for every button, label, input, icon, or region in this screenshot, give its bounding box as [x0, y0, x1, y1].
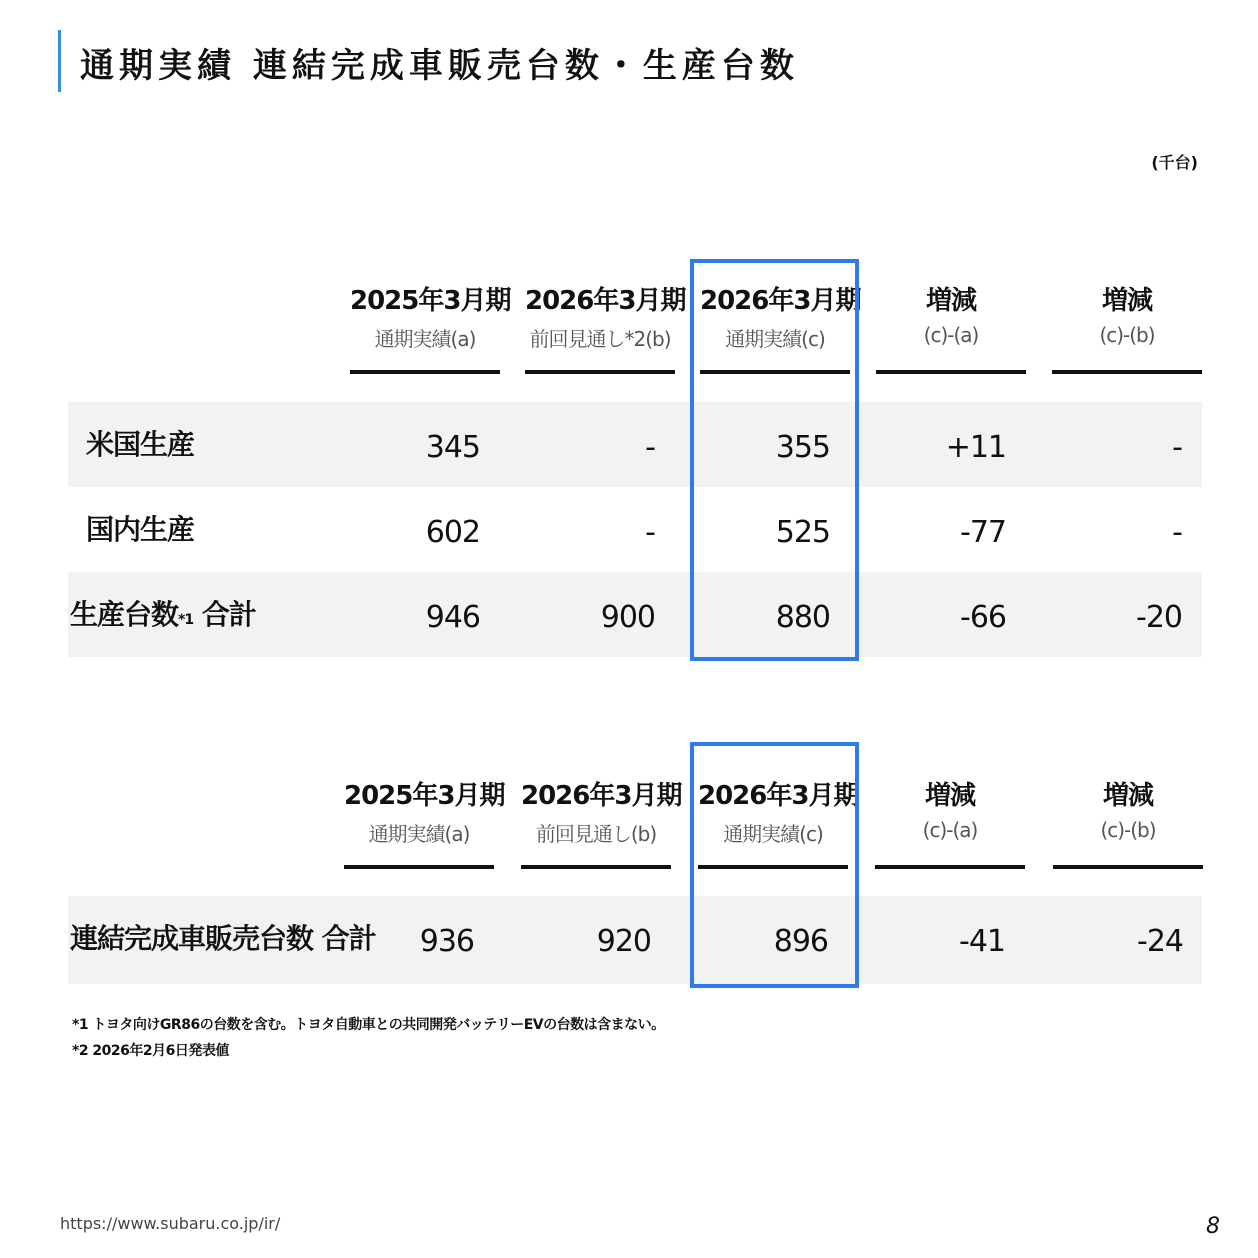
cell-value: - — [1172, 515, 1182, 550]
header-sub: 通期実績(c) — [725, 327, 825, 351]
cell-value: -41 — [959, 924, 1005, 959]
header-rule — [875, 865, 1025, 869]
header-main: 増減 — [925, 286, 976, 316]
header-sub: (c)-(b) — [1099, 323, 1155, 347]
header-sub: 前回見通し(b) — [535, 822, 657, 846]
header-col-1 — [350, 280, 511, 352]
footnote-1: *1 トヨタ向けGR86の台数を含む。トヨタ自動車との共同開発バッテリーEVの台数は含まない。 — [72, 1017, 665, 1033]
header-sub: 前回見通し*2(b) — [529, 327, 671, 351]
page-number: 8 — [1206, 1214, 1220, 1239]
header-main: 増減 — [924, 781, 975, 811]
header-rule — [521, 865, 671, 869]
cell-value: - — [1172, 430, 1182, 465]
header-main: 2026年3月期 — [525, 286, 686, 316]
header-col-5 — [1053, 775, 1203, 842]
header-main: 2026年3月期 — [698, 781, 859, 811]
header-main: 増減 — [1102, 781, 1153, 811]
production-table — [68, 280, 1202, 657]
header-sub: 通期実績(c) — [723, 822, 823, 846]
table-row — [68, 487, 1202, 572]
cell-value: 936 — [419, 924, 474, 959]
cell-value: +11 — [945, 430, 1006, 465]
cell-value: 525 — [775, 515, 830, 550]
sales-table — [68, 775, 1202, 984]
header-col-1 — [344, 775, 505, 847]
title-accent-bar — [58, 30, 61, 92]
header-main: 増減 — [1101, 286, 1152, 316]
row-label-main: 生産台数 — [70, 598, 179, 631]
table-row-total — [68, 572, 1202, 657]
header-main: 2026年3月期 — [700, 286, 861, 316]
row-label-suffix: 合計 — [193, 598, 256, 631]
highlight-box-sales — [690, 742, 859, 988]
header-main: 2026年3月期 — [521, 781, 682, 811]
header-rule — [350, 370, 500, 374]
header-rule — [344, 865, 494, 869]
table-row — [68, 402, 1202, 487]
cell-value: 900 — [600, 600, 655, 635]
cell-value: 946 — [425, 600, 480, 635]
row-label — [70, 572, 256, 657]
header-main: 2025年3月期 — [344, 781, 505, 811]
header-rule — [1053, 865, 1203, 869]
sales-table-header — [68, 775, 1202, 871]
header-main: 2025年3月期 — [350, 286, 511, 316]
cell-value: 345 — [425, 430, 480, 465]
cell-value: -66 — [960, 600, 1006, 635]
cell-value: 602 — [425, 515, 480, 550]
header-col-2 — [521, 775, 682, 847]
header-col-4 — [876, 280, 1026, 347]
unit-label: (千台) — [1151, 153, 1198, 172]
highlight-box-production — [690, 259, 859, 661]
header-sub: (c)-(b) — [1100, 818, 1156, 842]
header-sub: (c)-(a) — [923, 323, 979, 347]
row-label: 米国生産 — [86, 428, 195, 461]
header-col-4 — [875, 775, 1025, 842]
header-rule — [876, 370, 1026, 374]
cell-value: -77 — [960, 515, 1006, 550]
row-label: 連結完成車販売台数 合計 — [70, 922, 376, 955]
cell-value: 920 — [596, 924, 651, 959]
cell-value: 880 — [775, 600, 830, 635]
cell-value: 355 — [775, 430, 830, 465]
header-rule — [1052, 370, 1202, 374]
row-label: 国内生産 — [86, 513, 195, 546]
header-sub: 通期実績(a) — [368, 822, 470, 846]
cell-value: -24 — [1137, 924, 1183, 959]
header-sub: (c)-(a) — [922, 818, 978, 842]
production-table-header — [68, 280, 1202, 376]
footnote-marker: *1 — [178, 612, 194, 628]
footnote-2: *2 2026年2月6日発表値 — [72, 1043, 229, 1059]
header-col-2 — [525, 280, 686, 352]
cell-value: 896 — [773, 924, 828, 959]
footer-url[interactable]: https://www.subaru.co.jp/ir/ — [60, 1214, 281, 1233]
cell-value: - — [645, 515, 655, 550]
header-col-5 — [1052, 280, 1202, 347]
cell-value: - — [645, 430, 655, 465]
page-title: 通期実績 連結完成車販売台数・生産台数 — [80, 46, 799, 86]
header-rule — [525, 370, 675, 374]
table-row-total — [68, 896, 1202, 984]
cell-value: -20 — [1136, 600, 1182, 635]
header-sub: 通期実績(a) — [374, 327, 476, 351]
